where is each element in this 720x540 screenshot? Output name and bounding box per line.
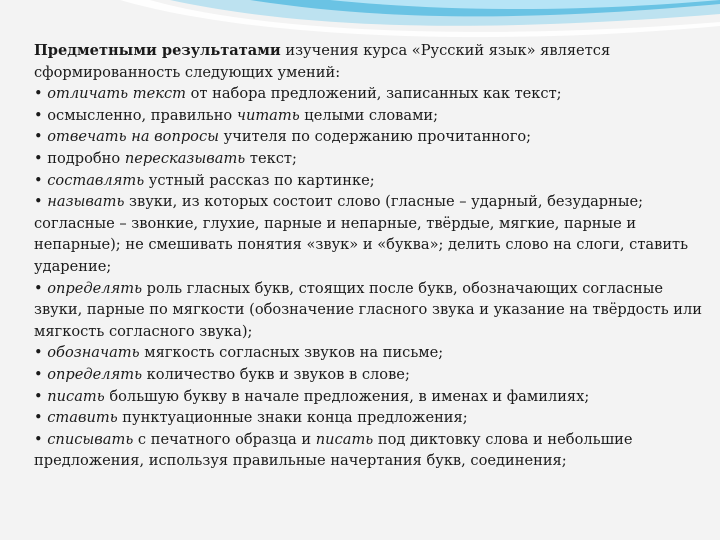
item-verb: списывать	[47, 430, 134, 448]
bullet-icon: •	[34, 149, 43, 167]
item-verb: определять	[47, 365, 143, 383]
item-text: мягкость согласных звуков на письме;	[139, 344, 444, 362]
item-verb: пересказывать	[124, 149, 246, 167]
bullet-icon: •	[34, 365, 43, 383]
item-verb: читать	[236, 106, 300, 124]
item-text: с печатного образца и	[133, 430, 316, 448]
item-text: подробно	[47, 149, 125, 167]
item-verb: отвечать на вопросы	[47, 128, 220, 146]
item-text: устный рассказ по картинке;	[144, 171, 375, 189]
list-item	[34, 278, 706, 343]
list-item	[34, 126, 706, 148]
bullet-icon: •	[34, 106, 43, 124]
list-item	[34, 105, 706, 127]
bullet-icon: •	[34, 279, 43, 297]
slide-body-text	[34, 40, 706, 472]
item-verb: писать	[315, 430, 374, 448]
list-item	[34, 429, 706, 472]
item-text: учителя по содержанию прочитанного;	[219, 128, 532, 146]
list-item	[34, 386, 706, 408]
bullet-icon: •	[34, 193, 43, 211]
bullet-icon: •	[34, 171, 43, 189]
intro-text: изучения курса «Русский язык» является сформированность следующих умений:	[34, 42, 611, 81]
item-text: текст;	[245, 149, 297, 167]
bullet-icon: •	[34, 344, 43, 362]
list-item	[34, 342, 706, 364]
intro-bold: Предметными результатами	[34, 42, 281, 59]
list-item	[34, 364, 706, 386]
bullet-icon: •	[34, 85, 43, 103]
item-text: осмысленно, правильно	[47, 106, 237, 124]
item-verb: писать	[47, 387, 105, 405]
intro-paragraph	[34, 40, 706, 83]
bullet-icon: •	[34, 387, 43, 405]
item-verb: отличать текст	[47, 85, 186, 103]
list-item	[34, 148, 706, 170]
list-item	[34, 83, 706, 105]
item-verb: называть	[47, 193, 125, 211]
bullet-icon: •	[34, 430, 43, 448]
item-verb: составлять	[47, 171, 145, 189]
item-text: целыми словами;	[299, 106, 439, 124]
item-text: звуки, из которых состоит слово (гласные – ударный, безударные; согласные – звонкие, глухие, парные и непарные, твёрдые, мягкие, парные и непарные); не смешивать понятия «звук» и «буква»; делить слово на слоги, ставить ударение;	[34, 193, 689, 275]
list-item	[34, 170, 706, 192]
item-verb: обозначать	[47, 344, 140, 362]
item-text: роль гласных букв, стоящих после букв, обозначающих согласные звуки, парные по мягкости (обозначение гласного звука и указание на твёрдость или мягкость согласного звука);	[34, 279, 703, 340]
item-text: количество букв и звуков в слове;	[142, 365, 410, 383]
list-item	[34, 407, 706, 429]
item-text: от набора предложений, записанных как текст;	[185, 85, 562, 103]
bullet-icon: •	[34, 128, 43, 146]
item-verb: ставить	[47, 409, 118, 427]
item-verb: определять	[47, 279, 143, 297]
item-text: под диктовку слова и небольшие предложения, используя правильные начертания букв, соединения;	[34, 430, 633, 470]
list-item	[34, 191, 706, 277]
item-text: пунктуационные знаки конца предложения;	[117, 409, 468, 427]
bullet-icon: •	[34, 409, 43, 427]
item-text: большую букву в начале предложения, в именах и фамилиях;	[104, 387, 590, 405]
